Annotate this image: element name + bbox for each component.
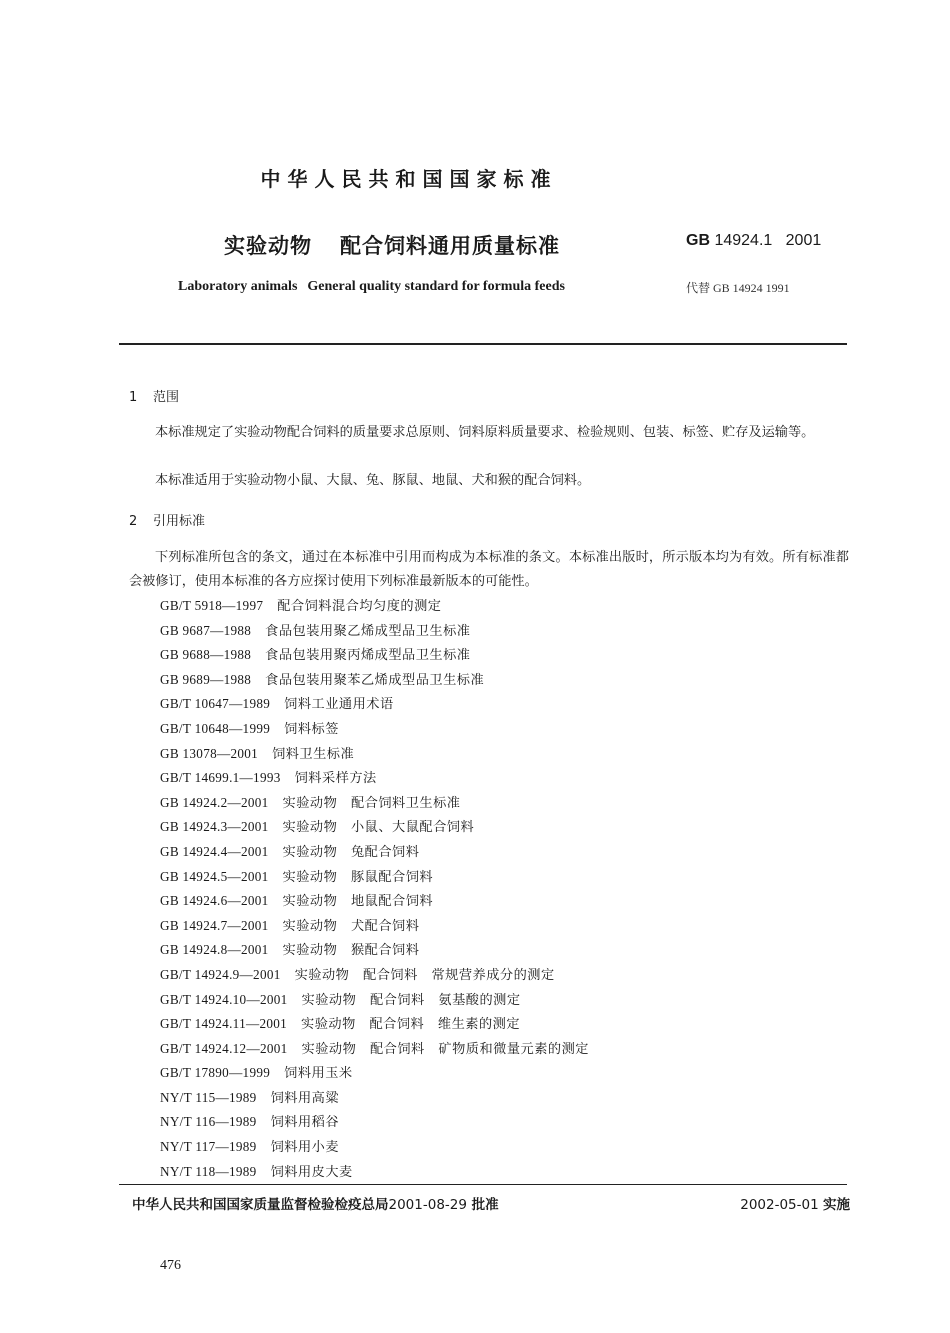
reference-title: 实验动物 地鼠配合饲料 [282,894,434,910]
reference-title: 实验动物 猴配合饲料 [282,943,420,959]
reference-title: 实验动物 兔配合饲料 [282,844,420,860]
reference-code: GB 14924.6—2001 [160,893,269,909]
reference-item [160,692,589,717]
reference-code: GB 14924.2—2001 [160,794,269,810]
reference-item [160,619,589,644]
issuing-authority [132,1193,499,1213]
reference-code: GB 14924.8—2001 [160,942,269,958]
national-standard-heading: 中华人民共和国国家标准 [260,167,558,191]
reference-item [160,791,589,816]
reference-item [160,1160,589,1185]
reference-item [160,988,589,1013]
reference-code: GB/T 10647—1989 [160,696,271,712]
reference-item [160,938,589,963]
reference-code: NY/T 117—1989 [160,1139,257,1155]
reference-item [160,594,589,619]
reference-code: NY/T 118—1989 [160,1163,257,1179]
reference-code: GB/T 14924.9—2001 [160,966,281,982]
reference-code: GB 13078—2001 [160,745,259,761]
standard-number [686,232,821,250]
section-title: 引用标准 [153,514,206,529]
implement-date: 2002-05-01 [740,1197,819,1213]
reference-code: GB 14924.7—2001 [160,917,269,933]
section-number: 1 [129,390,138,405]
reference-list [160,594,589,1184]
reference-item [160,668,589,693]
reference-code: GB 14924.5—2001 [160,868,269,884]
paragraph-scope-2: 本标准适用于实验动物小鼠、大鼠、兔、豚鼠、地鼠、犬和猴的配合饲料。 [155,473,591,488]
title-en-part2: General quality standard for formula feeds [307,279,565,294]
reference-item [160,963,589,988]
reference-code: GB 14924.3—2001 [160,819,269,835]
page-number: 476 [160,1258,181,1273]
reference-title: 实验动物 犬配合饲料 [282,918,420,934]
reference-item [160,1086,589,1111]
implementation-info [740,1193,850,1213]
reference-code: GB/T 14924.11—2001 [160,1016,288,1032]
reference-title: 饲料用高粱 [270,1090,340,1106]
reference-item [160,1037,589,1062]
standard-number-value: 14924.1 [714,232,773,249]
reference-code: GB/T 14924.10—2001 [160,991,288,1007]
reference-code: NY/T 115—1989 [160,1089,257,1105]
document-title-cn [224,230,560,260]
replaces-standard: 代替 GB 14924 1991 [686,281,790,295]
reference-code: GB/T 17890—1999 [160,1065,271,1081]
title-en-part1: Laboratory animals [178,279,298,294]
reference-code: GB 9687—1988 [160,622,252,638]
implement-label: 实施 [823,1197,850,1213]
reference-title: 配合饲料混合均匀度的测定 [277,599,442,614]
reference-item [160,1012,589,1037]
section-heading-scope [129,386,179,405]
section-title: 范围 [153,390,180,405]
reference-item [160,865,589,890]
reference-item [160,1135,589,1160]
reference-title: 饲料用玉米 [284,1066,353,1082]
reference-title: 实验动物 配合饲料 氨基酸的测定 [301,992,521,1008]
reference-title: 实验动物 配合饲料 维生素的测定 [301,1017,521,1033]
reference-code: GB 14924.4—2001 [160,843,269,859]
document-title-en [178,279,565,295]
reference-item [160,889,589,914]
reference-title: 饲料用小麦 [270,1140,340,1156]
reference-title: 食品包装用聚丙烯成型品卫生标准 [265,648,471,664]
standard-year: 2001 [785,232,822,249]
reference-title: 饲料工业通用术语 [284,697,394,713]
footer-divider [119,1184,847,1185]
reference-title: 实验动物 配合饲料 常规营养成分的测定 [294,967,555,983]
reference-item [160,1110,589,1135]
header-divider [119,343,847,345]
reference-code: GB/T 14699.1—1993 [160,770,281,786]
reference-title: 饲料用皮大麦 [270,1164,353,1180]
paragraph-scope-1: 本标准规定了实验动物配合饲料的质量要求总原则、饲料原料质量要求、检验规则、包装、标签、贮存及运输等。 [155,425,815,440]
reference-title: 饲料卫生标准 [272,746,355,762]
reference-title: 实验动物 豚鼠配合饲料 [282,869,434,885]
issuer-name: 中华人民共和国国家质量监督检验检疫总局 [132,1197,389,1213]
reference-item [160,643,589,668]
section-heading-references [129,510,205,529]
reference-item [160,717,589,742]
reference-item [160,766,589,791]
approve-label: 批准 [471,1197,499,1213]
approve-date: 2001-08-29 [388,1197,467,1213]
reference-item [160,914,589,939]
reference-code: NY/T 116—1989 [160,1114,257,1130]
title-cn-part1: 实验动物 [224,234,312,258]
reference-title: 食品包装用聚乙烯成型品卫生标准 [265,623,471,639]
reference-title: 饲料采样方法 [294,771,377,787]
reference-item [160,840,589,865]
reference-item [160,1061,589,1086]
reference-title: 食品包装用聚苯乙烯成型品卫生标准 [265,672,485,688]
paragraph-references-intro: 下列标准所包含的条文，通过在本标准中引用而构成为本标准的条文。本标准出版时，所示版本均为有效。所有标准都会被修订，使用本标准的各方应探讨使用下列标准最新版本的可能性。 [129,550,849,589]
reference-code: GB/T 5918—1997 [160,598,264,613]
section-number: 2 [129,514,138,529]
reference-item [160,742,589,767]
standard-code: GB [686,232,710,249]
reference-title: 实验动物 小鼠、大鼠配合饲料 [282,820,475,836]
reference-code: GB/T 10648—1999 [160,720,271,736]
reference-title: 实验动物 配合饲料 矿物质和微量元素的测定 [301,1041,589,1057]
reference-title: 饲料标签 [284,721,339,737]
reference-code: GB/T 14924.12—2001 [160,1040,288,1056]
reference-title: 实验动物 配合饲料卫生标准 [282,795,461,811]
reference-code: GB 9688—1988 [160,647,252,663]
reference-code: GB 9689—1988 [160,671,252,687]
reference-item [160,815,589,840]
title-cn-part2: 配合饲料通用质量标准 [340,234,560,258]
reference-title: 饲料用稻谷 [270,1115,340,1131]
